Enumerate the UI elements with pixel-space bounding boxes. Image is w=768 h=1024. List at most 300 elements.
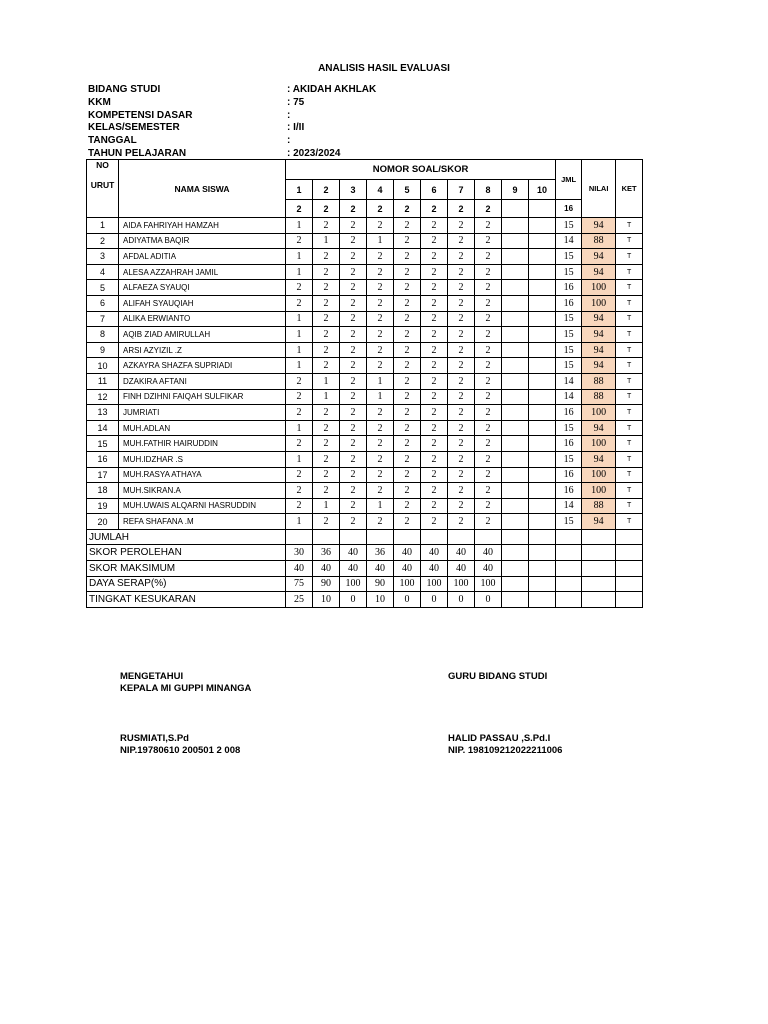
score-cell: 2 (313, 295, 340, 311)
summary-value (340, 529, 367, 545)
jml-cell: 14 (556, 389, 582, 405)
table-row (87, 264, 643, 280)
score-cell: 1 (367, 373, 394, 389)
summary-value: 0 (421, 592, 448, 608)
max-score: 2 (448, 200, 475, 218)
score-cell (502, 327, 529, 343)
score-cell: 2 (475, 233, 502, 249)
summary-value (475, 529, 502, 545)
summary-empty (616, 561, 643, 577)
table-row (87, 280, 643, 296)
student-name: MUH.RASYA ATHAYA (119, 467, 286, 483)
summary-empty (582, 576, 616, 592)
jml-cell: 16 (556, 295, 582, 311)
table-row (87, 467, 643, 483)
score-cell (502, 436, 529, 452)
nilai-cell: 88 (582, 233, 616, 249)
nilai-cell: 94 (582, 264, 616, 280)
score-cell: 2 (421, 249, 448, 265)
info-row (88, 110, 488, 123)
summary-value: 100 (475, 576, 502, 592)
nilai-cell: 94 (582, 514, 616, 530)
info-value: : (287, 135, 291, 147)
signature-right-title: GURU BIDANG STUDI (448, 671, 548, 682)
header-ket: KET (616, 160, 643, 218)
max-score (529, 200, 556, 218)
score-cell: 2 (421, 264, 448, 280)
score-cell: 2 (421, 358, 448, 374)
student-name: DZAKIRA AFTANI (119, 373, 286, 389)
summary-value (367, 529, 394, 545)
score-cell: 2 (313, 483, 340, 499)
ket-cell: T (616, 264, 643, 280)
jml-cell: 14 (556, 498, 582, 514)
score-cell: 2 (367, 218, 394, 234)
header-no: NO (87, 160, 119, 180)
summary-value: 90 (313, 576, 340, 592)
evaluation-table (86, 159, 643, 608)
ket-cell: T (616, 467, 643, 483)
score-cell: 2 (286, 436, 313, 452)
ket-cell: T (616, 311, 643, 327)
ket-cell: T (616, 420, 643, 436)
score-cell: 2 (448, 373, 475, 389)
score-cell: 1 (286, 420, 313, 436)
nilai-cell: 94 (582, 327, 616, 343)
header-nomor-soal: NOMOR SOAL/SKOR (286, 160, 556, 180)
score-cell: 2 (448, 389, 475, 405)
score-cell: 2 (340, 218, 367, 234)
summary-row (87, 592, 643, 608)
summary-value (529, 529, 556, 545)
student-no: 14 (87, 420, 119, 436)
score-cell: 1 (313, 498, 340, 514)
max-score: 2 (340, 200, 367, 218)
ket-cell: T (616, 280, 643, 296)
score-cell: 2 (421, 295, 448, 311)
score-cell (529, 420, 556, 436)
student-no: 1 (87, 218, 119, 234)
nilai-cell: 100 (582, 436, 616, 452)
summary-value: 0 (394, 592, 421, 608)
score-cell: 2 (475, 498, 502, 514)
score-cell: 2 (340, 373, 367, 389)
jml-cell: 16 (556, 436, 582, 452)
summary-label: SKOR MAKSIMUM (87, 561, 286, 577)
student-no: 16 (87, 451, 119, 467)
score-cell: 2 (340, 358, 367, 374)
info-value: : 75 (287, 96, 305, 108)
score-cell: 2 (475, 389, 502, 405)
score-cell (529, 498, 556, 514)
score-cell: 1 (313, 389, 340, 405)
ket-cell: T (616, 327, 643, 343)
summary-empty (616, 545, 643, 561)
student-no: 20 (87, 514, 119, 530)
jml-cell: 14 (556, 233, 582, 249)
jml-cell: 15 (556, 451, 582, 467)
score-cell: 2 (394, 327, 421, 343)
score-cell: 2 (448, 405, 475, 421)
summary-label: DAYA SERAP(%) (87, 576, 286, 592)
summary-value: 100 (340, 576, 367, 592)
score-cell: 2 (340, 327, 367, 343)
score-cell (502, 280, 529, 296)
score-cell: 2 (394, 405, 421, 421)
jml-cell: 16 (556, 483, 582, 499)
score-cell: 2 (340, 280, 367, 296)
score-cell: 2 (367, 467, 394, 483)
score-cell: 2 (475, 218, 502, 234)
score-cell: 2 (367, 249, 394, 265)
table-row (87, 233, 643, 249)
score-cell: 2 (313, 280, 340, 296)
summary-value (529, 545, 556, 561)
score-cell: 2 (448, 420, 475, 436)
score-cell: 2 (475, 280, 502, 296)
signature-left-name: RUSMIATI,S.Pd (120, 733, 189, 744)
question-number: 5 (394, 180, 421, 200)
student-name: ALIFAH SYAUQIAH (119, 295, 286, 311)
student-name: ARSI AZYIZIL .Z (119, 342, 286, 358)
summary-value: 40 (448, 545, 475, 561)
student-no: 11 (87, 373, 119, 389)
student-name: AQIB ZIAD AMIRULLAH (119, 327, 286, 343)
ket-cell: T (616, 451, 643, 467)
header-jml: JML (556, 160, 582, 200)
score-cell: 2 (286, 233, 313, 249)
score-cell (529, 295, 556, 311)
table-row (87, 327, 643, 343)
score-cell (529, 483, 556, 499)
nilai-cell: 100 (582, 467, 616, 483)
nilai-cell: 94 (582, 342, 616, 358)
score-cell: 1 (286, 218, 313, 234)
student-no: 5 (87, 280, 119, 296)
table-row (87, 420, 643, 436)
student-name: FINH DZIHNI FAIQAH SULFIKAR (119, 389, 286, 405)
summary-empty (582, 561, 616, 577)
student-name: AFDAL ADITIA (119, 249, 286, 265)
score-cell: 2 (448, 514, 475, 530)
ket-cell: T (616, 295, 643, 311)
student-no: 6 (87, 295, 119, 311)
summary-value (529, 576, 556, 592)
nilai-cell: 100 (582, 483, 616, 499)
summary-value: 36 (367, 545, 394, 561)
ket-cell: T (616, 373, 643, 389)
score-cell: 2 (367, 295, 394, 311)
ket-cell: T (616, 218, 643, 234)
score-cell: 2 (313, 405, 340, 421)
max-score: 2 (475, 200, 502, 218)
summary-row (87, 545, 643, 561)
student-name: MUH.FATHIR HAIRUDDIN (119, 436, 286, 452)
header-nilai: NILAI (582, 160, 616, 218)
score-cell: 2 (313, 342, 340, 358)
jml-cell: 15 (556, 249, 582, 265)
score-cell (529, 373, 556, 389)
table-row (87, 514, 643, 530)
score-cell: 2 (286, 295, 313, 311)
summary-value: 40 (421, 561, 448, 577)
score-cell (502, 311, 529, 327)
score-cell: 2 (394, 342, 421, 358)
summary-empty (582, 545, 616, 561)
summary-value (529, 561, 556, 577)
score-cell: 2 (340, 249, 367, 265)
score-cell: 2 (475, 249, 502, 265)
summary-value: 25 (286, 592, 313, 608)
question-number: 8 (475, 180, 502, 200)
score-cell: 2 (421, 514, 448, 530)
question-number: 3 (340, 180, 367, 200)
info-value: : (287, 109, 291, 121)
score-cell: 2 (313, 311, 340, 327)
ket-cell: T (616, 233, 643, 249)
score-cell: 2 (394, 295, 421, 311)
score-cell: 2 (475, 342, 502, 358)
question-number: 6 (421, 180, 448, 200)
score-cell: 2 (313, 264, 340, 280)
summary-empty (616, 529, 643, 545)
score-cell: 2 (394, 483, 421, 499)
summary-value (502, 561, 529, 577)
score-cell: 2 (394, 436, 421, 452)
score-cell: 2 (367, 405, 394, 421)
nilai-cell: 100 (582, 280, 616, 296)
score-cell: 1 (367, 498, 394, 514)
score-cell: 2 (367, 358, 394, 374)
score-cell: 2 (394, 373, 421, 389)
nilai-cell: 88 (582, 373, 616, 389)
score-cell: 1 (286, 311, 313, 327)
summary-empty (556, 592, 582, 608)
score-cell: 2 (340, 514, 367, 530)
score-cell: 2 (421, 280, 448, 296)
summary-value (502, 592, 529, 608)
score-cell: 2 (475, 327, 502, 343)
score-cell: 2 (448, 342, 475, 358)
summary-value: 40 (421, 545, 448, 561)
nilai-cell: 94 (582, 218, 616, 234)
score-cell: 2 (448, 327, 475, 343)
score-cell (529, 514, 556, 530)
student-no: 13 (87, 405, 119, 421)
score-cell: 2 (475, 420, 502, 436)
question-number: 2 (313, 180, 340, 200)
summary-value (313, 529, 340, 545)
summary-value (448, 529, 475, 545)
max-score: 2 (367, 200, 394, 218)
summary-value: 40 (394, 561, 421, 577)
info-row (88, 122, 488, 135)
ket-cell: T (616, 514, 643, 530)
student-name: ALFAEZA SYAUQI (119, 280, 286, 296)
score-cell: 2 (286, 467, 313, 483)
score-cell: 2 (475, 311, 502, 327)
jml-cell: 16 (556, 405, 582, 421)
score-cell: 2 (421, 467, 448, 483)
score-cell (502, 373, 529, 389)
nilai-cell: 88 (582, 389, 616, 405)
score-cell (502, 264, 529, 280)
student-no: 17 (87, 467, 119, 483)
score-cell: 2 (421, 327, 448, 343)
score-cell (529, 436, 556, 452)
summary-value: 0 (340, 592, 367, 608)
summary-value (502, 545, 529, 561)
score-cell: 1 (286, 342, 313, 358)
student-name: AIDA FAHRIYAH HAMZAH (119, 218, 286, 234)
score-cell (502, 218, 529, 234)
jml-cell: 15 (556, 514, 582, 530)
score-cell: 2 (340, 342, 367, 358)
score-cell: 2 (421, 342, 448, 358)
summary-value (502, 576, 529, 592)
question-number: 4 (367, 180, 394, 200)
score-cell: 2 (340, 264, 367, 280)
score-cell (502, 342, 529, 358)
score-cell: 2 (448, 451, 475, 467)
score-cell (502, 233, 529, 249)
student-no: 9 (87, 342, 119, 358)
score-cell (502, 514, 529, 530)
summary-value: 40 (340, 561, 367, 577)
score-cell: 1 (367, 233, 394, 249)
student-name: MUH.SIKRAN.A (119, 483, 286, 499)
jml-cell: 16 (556, 467, 582, 483)
score-cell (502, 451, 529, 467)
score-cell: 2 (367, 436, 394, 452)
nilai-cell: 100 (582, 295, 616, 311)
score-cell: 2 (421, 373, 448, 389)
score-cell: 2 (475, 514, 502, 530)
score-cell (502, 498, 529, 514)
table-row (87, 405, 643, 421)
score-cell: 2 (394, 420, 421, 436)
ket-cell: T (616, 342, 643, 358)
score-cell: 1 (286, 451, 313, 467)
max-score: 2 (394, 200, 421, 218)
summary-value: 40 (475, 561, 502, 577)
score-cell: 1 (286, 358, 313, 374)
score-cell (529, 264, 556, 280)
jml-cell: 15 (556, 264, 582, 280)
score-cell: 2 (367, 483, 394, 499)
score-cell (502, 358, 529, 374)
nilai-cell: 94 (582, 420, 616, 436)
score-cell: 2 (394, 498, 421, 514)
score-cell: 2 (448, 295, 475, 311)
score-cell: 2 (421, 436, 448, 452)
ket-cell: T (616, 358, 643, 374)
score-cell (529, 311, 556, 327)
score-cell: 2 (340, 405, 367, 421)
score-cell (502, 420, 529, 436)
table-row (87, 249, 643, 265)
score-cell: 2 (286, 483, 313, 499)
score-cell (529, 342, 556, 358)
score-cell: 2 (448, 218, 475, 234)
score-cell: 2 (340, 389, 367, 405)
ket-cell: T (616, 483, 643, 499)
table-row (87, 451, 643, 467)
summary-value: 40 (367, 561, 394, 577)
score-cell: 2 (421, 405, 448, 421)
score-cell (502, 483, 529, 499)
student-name: MUH.ADLAN (119, 420, 286, 436)
score-cell: 2 (340, 311, 367, 327)
student-name: ADIYATMA BAQIR (119, 233, 286, 249)
student-no: 2 (87, 233, 119, 249)
score-cell (502, 249, 529, 265)
score-cell: 2 (394, 264, 421, 280)
score-cell: 2 (394, 249, 421, 265)
score-cell: 2 (448, 483, 475, 499)
question-number: 7 (448, 180, 475, 200)
score-cell: 2 (286, 373, 313, 389)
nilai-cell: 100 (582, 405, 616, 421)
score-cell: 2 (394, 233, 421, 249)
ket-cell: T (616, 405, 643, 421)
score-cell: 2 (286, 405, 313, 421)
summary-empty (556, 561, 582, 577)
score-cell: 2 (448, 467, 475, 483)
score-cell: 2 (367, 342, 394, 358)
score-cell: 2 (475, 405, 502, 421)
score-cell: 2 (367, 451, 394, 467)
score-cell: 2 (313, 358, 340, 374)
summary-value: 40 (475, 545, 502, 561)
table-row (87, 498, 643, 514)
score-cell: 1 (286, 514, 313, 530)
summary-row (87, 529, 643, 545)
student-name: REFA SHAFANA .M (119, 514, 286, 530)
score-cell (502, 389, 529, 405)
student-name: ALIKA ERWIANTO (119, 311, 286, 327)
info-value: : 2023/2024 (287, 147, 341, 159)
summary-value: 40 (394, 545, 421, 561)
student-name: AZKAYRA SHAZFA SUPRIADI (119, 358, 286, 374)
score-cell: 2 (448, 249, 475, 265)
document-title: ANALISIS HASIL EVALUASI (318, 63, 450, 74)
score-cell: 2 (421, 389, 448, 405)
info-value: : I/II (287, 122, 305, 134)
table-row (87, 436, 643, 452)
score-cell (529, 233, 556, 249)
score-cell (529, 467, 556, 483)
header-nama-siswa: NAMA SISWA (119, 160, 286, 218)
summary-value (394, 529, 421, 545)
max-score: 2 (313, 200, 340, 218)
score-cell: 2 (394, 514, 421, 530)
summary-value: 10 (313, 592, 340, 608)
summary-empty (556, 529, 582, 545)
nilai-cell: 88 (582, 498, 616, 514)
ket-cell: T (616, 389, 643, 405)
jml-cell: 15 (556, 311, 582, 327)
summary-value: 40 (340, 545, 367, 561)
score-cell: 2 (340, 483, 367, 499)
info-row (88, 97, 488, 110)
summary-value: 90 (367, 576, 394, 592)
score-cell (529, 249, 556, 265)
student-no: 3 (87, 249, 119, 265)
student-name: MUH.UWAIS ALQARNI HASRUDDIN (119, 498, 286, 514)
score-cell: 2 (475, 373, 502, 389)
summary-value: 100 (421, 576, 448, 592)
